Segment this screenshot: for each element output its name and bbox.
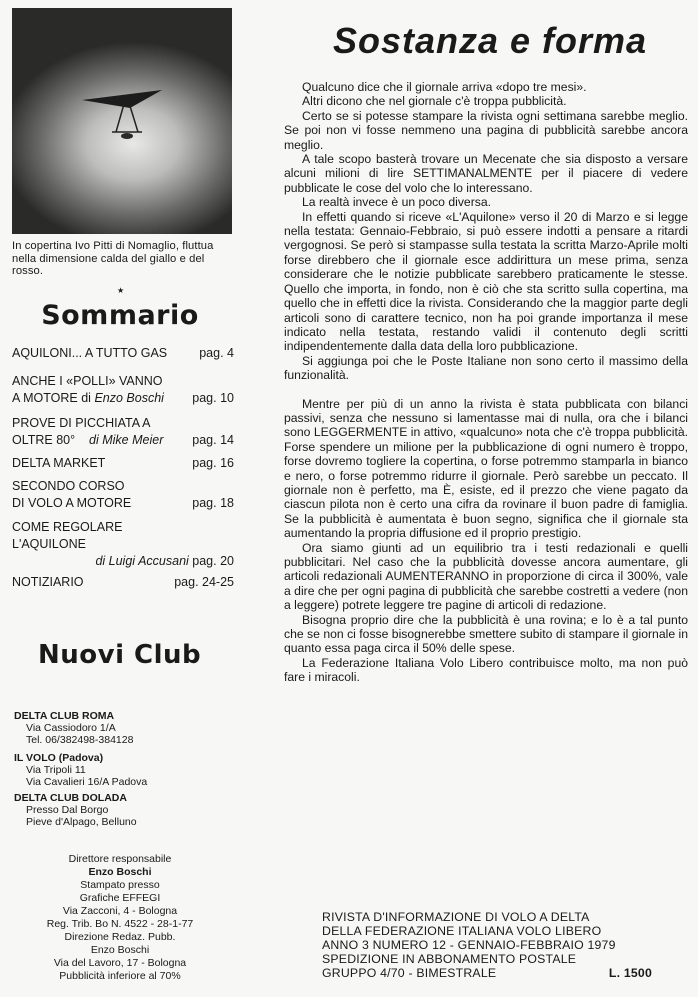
article-paragraph: Altri dicono che nel giornale c'è troppa pubblicità. (302, 94, 567, 109)
article-paragraph: Bisogna proprio dire che la pubblicità è una rovina; e lo è a tal punto che se non ci fosse bisognerebbe smettere subito di stampare il giornale in quanto essa paga circa il 50% delle spese. (284, 612, 688, 656)
toc-author: di Mike Meier (89, 433, 164, 447)
article-paragraph: La Federazione Italiana Volo Libero contribuisce molto, ma non può fare i miracoli. (284, 655, 688, 685)
toc-author: di Luigi Accusani (95, 554, 189, 568)
article-paragraph: Qualcuno dice che il giornale arriva «dopo tre mesi». (302, 80, 587, 94)
article-title: Sostanza e forma (332, 20, 648, 61)
cover-photo (12, 8, 232, 234)
masthead-footer: RIVISTA D'INFORMAZIONE DI VOLO A DELTA DELLA FEDERAZIONE ITALIANA VOLO LIBERO ANNO 3 NUMERO 12 - GENNAIO-FEBBRAIO 1979 SPEDIZIONE IN ABBONAMENTO POSTALE GRUPPO 4/70 - BIMESTRALE L. 1500 (322, 910, 652, 980)
article-paragraph: La realtà invece è un poco diversa. (302, 195, 492, 210)
sommario-title: Sommario (41, 300, 199, 331)
article-paragraph: Mentre per più di un anno la rivista è stata pubblicata con bilanci passivi, senza che nessuno si lamentasse mai di nulla, ora che i bilanci sono LEGGERMENTE in attivo, «qualcuno» nota che c'è troppa pubblicità. Forse spendere un milione per la pubblicazione di ogni numero è troppo, forse dovremo togliere la copertina, o forse potremmo stamparla in bianco e nero, o forse potremmo ridurre il giornale. Però sarebbe un peccato. Il giornale non è perfetto, ma È, esiste, ed il prezzo che viene pagato da ciascun pilota non è certo una cifra da rovinare il buon padre di famiglia. Se la pubblicità è aumentata è buon segno, significa che il giornale sta aumentando la propria diffusione ed il proprio prestigio. (284, 396, 688, 541)
article-paragraph: A tale scopo basterà trovare un Mecenate che sia disposto a versare alcuni milioni di lire SETTIMANALMENTE per il piacere di vedere pubblicate le cose del volo che lo interessano. (284, 152, 688, 195)
article-paragraph: In effetti quando si riceve «L'Aquilone» verso il 20 di Marzo e si legge nella testata: Gennaio-Febbraio, si può essere indotti a pensare a ritardi vergognosi. Se però si stampasse sulla testata la scritta Marzo-Aprile molti forse direbbero che il giornale esce addirittura un mese prima, senza considerare che le notizie pubblicate sarebbero praticamente le stesse. Quello che importa, in fondo, non è ciò che sta scritto sulla copertina, ma quello che in effetti dice la rivista. Considerando che la maggior parte degli articoli sono di carattere tecnico, non ha poi grande importanza il mese indicato nella testata, restando validi il contenuto degli scritti indipendentemente dalla data della loro pubblicazione. (284, 209, 688, 354)
toc-item[interactable]: PROVE DI PICCHIATA A OLTRE 80° di Mike Meier pag. 14 (12, 416, 234, 447)
club-entry: DELTA CLUB DOLADA Presso Dal Borgo Pieve d'Alpago, Belluno (14, 792, 137, 828)
publication-credits: Direttore responsabile Enzo Boschi Stampato presso Grafiche EFFEGI Via Zacconi, 4 - Bologna Reg. Trib. Bo N. 4522 - 28-1-77 Direzione Redaz. Pubb. Enzo Boschi Via del Lavoro, 17 - Bologna Pubblicità inferiore al 70% (46, 853, 194, 982)
hang-glider-illustration (12, 8, 232, 234)
cover-caption: In copertina Ivo Pitti di Nomaglio, fluttua nella dimensione calda del giallo e del rosso. (12, 240, 214, 278)
article-paragraph: Ora siamo giunti ad un equilibrio tra i testi redazionali e quelli pubblicitari. Nel caso che la pubblicità dovesse ancora aumentare, gli articoli redazionali AUMENTERANNO in proporzione di circa il 300%, vale a dire che per ogni pagina di pubblicità che sarebbe costretti a vedere (non a leggere) potrete leggere tre pagine di articoli di redazione. (284, 540, 688, 613)
price-label: L. 1500 (608, 966, 652, 980)
toc-author: Enzo Boschi (94, 391, 164, 405)
toc-item[interactable]: COME REGOLARE L'AQUILONE di Luigi Accusani pag. 20 (12, 520, 234, 568)
new-clubs-title: Nuovi Club (38, 640, 202, 670)
toc-item[interactable]: AQUILONI... A TUTTO GAS pag. 4 (12, 346, 234, 360)
toc-item[interactable]: ANCHE I «POLLI» VANNO A MOTORE di Enzo Boschi pag. 10 (12, 374, 234, 405)
club-entry: IL VOLO (Padova) Via Tripoli 11 Via Cavalieri 16/A Padova (14, 752, 148, 788)
club-entry: DELTA CLUB ROMA Via Cassiodoro 1/A Tel. 06/382498-384128 (14, 710, 134, 746)
article-body (284, 80, 688, 685)
article-paragraph: Certo se si potesse stampare la rivista ogni settimana sarebbe meglio. Se poi non vi fosse nemmeno una pagina di pubblicità sarebbe ancora meglio. (284, 108, 688, 152)
article-paragraph: Si aggiunga poi che le Poste Italiane non sono certo il massimo della funzionalità. (284, 353, 688, 383)
toc-item[interactable]: SECONDO CORSO DI VOLO A MOTORE pag. 18 (12, 479, 234, 510)
toc-item[interactable]: NOTIZIARIO pag. 24-25 (12, 575, 234, 589)
toc-item[interactable]: DELTA MARKET pag. 16 (12, 456, 234, 470)
star-divider: ★ (117, 286, 125, 295)
